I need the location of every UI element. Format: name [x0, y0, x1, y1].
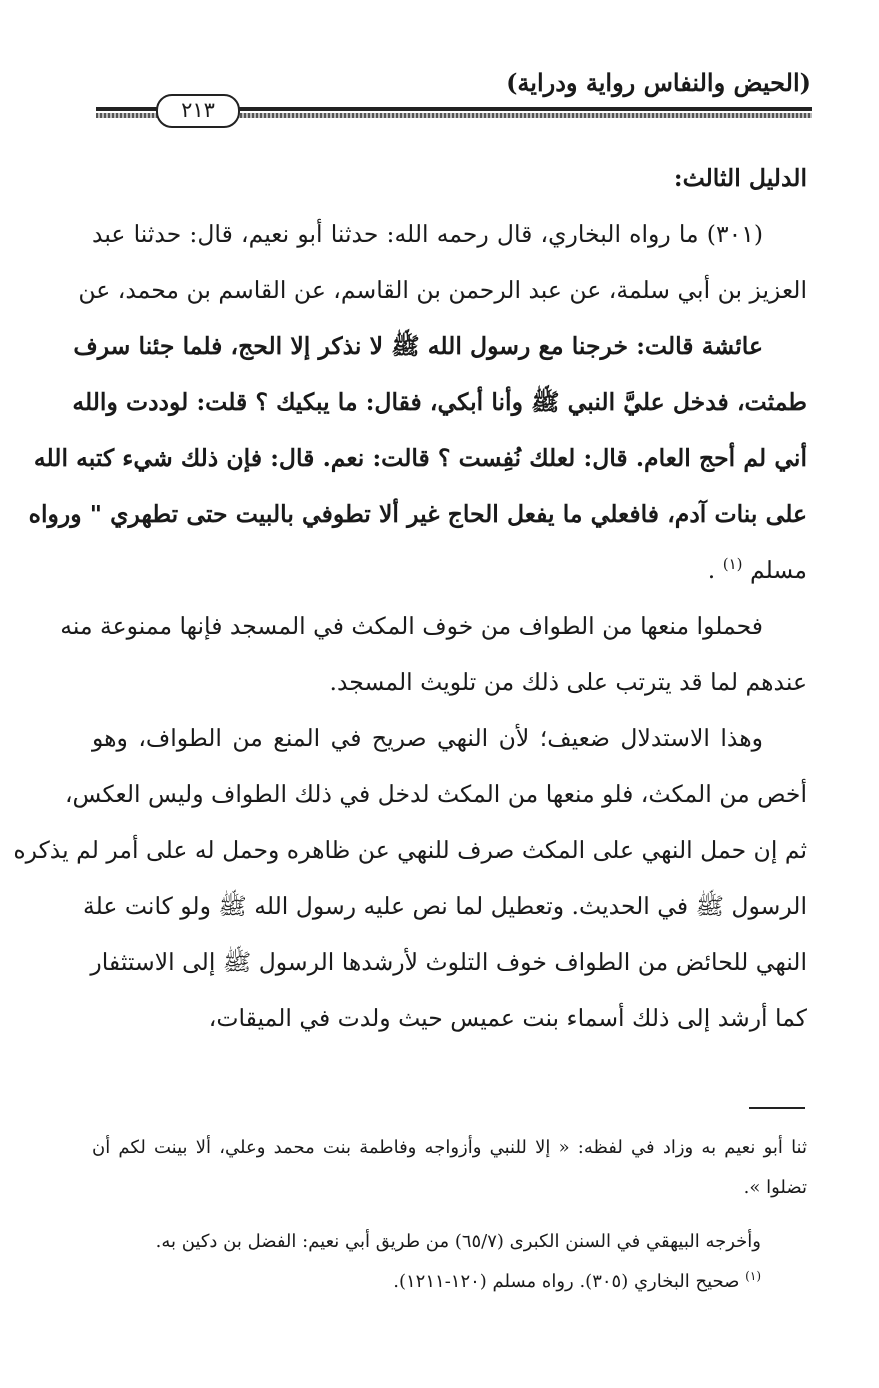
text-line: الرسول ﷺ في الحديث. وتعطيل لما نص عليه رسول الله ﷺ ولو كانت علة	[82, 892, 807, 920]
footnote-line: ثنا أبو نعيم به وزاد في لفظه: « إلا للنبي وأزواجه وفاطمة بنت محمد وعلي، ألا بينت لكم أن	[92, 1137, 807, 1158]
footnote-separator	[749, 1107, 805, 1109]
text-line: ثم إن حمل النهي على المكث صرف للنهي عن ظاهره وحمل له على أمر لم يذكره	[13, 836, 807, 864]
hadith-line: طمثت، فدخل عليَّ النبي ﷺ وأنا أبكي، فقال: ما يبكيك ؟ قلت: لوددت والله	[72, 388, 807, 416]
text-line: (٣٠١) ما رواه البخاري، قال رحمه الله: حدثنا أبو نعيم، قال: حدثنا عبد	[92, 220, 763, 248]
hadith-line: أني لم أحج العام. قال: لعلك نُفِست ؟ قالت: نعم. قال: فإن ذلك شيء كتبه الله	[33, 444, 807, 472]
footnote-text: صحيح البخاري (٣٠٥). رواه مسلم (١٢٠-١٢١١).	[393, 1271, 740, 1292]
text-line-last	[92, 542, 807, 598]
hadith-line: على بنات آدم، فافعلي ما يفعل الحاج غير ألا تطوفي بالبيت حتى تطهري " ورواه	[28, 500, 807, 528]
footnote-gap	[92, 1208, 807, 1222]
text-line: كما أرشد إلى ذلك أسماء بنت عميس حيث ولدت في الميقات،	[208, 1004, 807, 1032]
footnote-1	[92, 1262, 807, 1302]
running-title: (الحيض والنفاس رواية ودراية)	[506, 68, 811, 97]
footnotes	[92, 1128, 807, 1302]
text-fragment: .	[707, 556, 716, 584]
main-text	[13, 150, 807, 1046]
header-rule	[96, 98, 812, 122]
footnote-line: وأخرجه البيهقي في السنن الكبرى (٦٥/٧) من طريق أبي نعيم: الفضل بن دكين به.	[155, 1231, 761, 1252]
footnote-mark: (١)	[745, 1269, 761, 1283]
text-line: عندهم لما قد يترتب على ذلك من تلويث المسجد.	[329, 668, 807, 696]
text-line: العزيز بن أبي سلمة، عن عبد الرحمن بن القاسم، عن القاسم بن محمد، عن	[78, 276, 807, 304]
text-fragment: مسلم	[750, 556, 807, 584]
section-heading: الدليل الثالث:	[673, 164, 807, 192]
text-line: وهذا الاستدلال ضعيف؛ لأن النهي صريح في المنع من الطواف، وهو	[92, 724, 763, 752]
text-line: فحملوا منعها من الطواف من خوف المكث في المسجد فإنها ممنوعة منه	[60, 612, 763, 640]
footnote-line: تضلوا ».	[743, 1177, 807, 1198]
text-line: أخص من المكث، فلو منعها من المكث لدخل في ذلك الطواف وليس العكس،	[64, 780, 807, 808]
page-number: ٢١٣	[156, 94, 240, 128]
footnote-reference: (١)	[722, 555, 743, 574]
hadith-line: عائشة قالت: خرجنا مع رسول الله ﷺ لا نذكر إلا الحج، فلما جئنا سرف	[73, 332, 763, 360]
text-line: النهي للحائض من الطواف خوف التلوث لأرشدها الرسول ﷺ إلى الاستثفار	[90, 948, 807, 976]
